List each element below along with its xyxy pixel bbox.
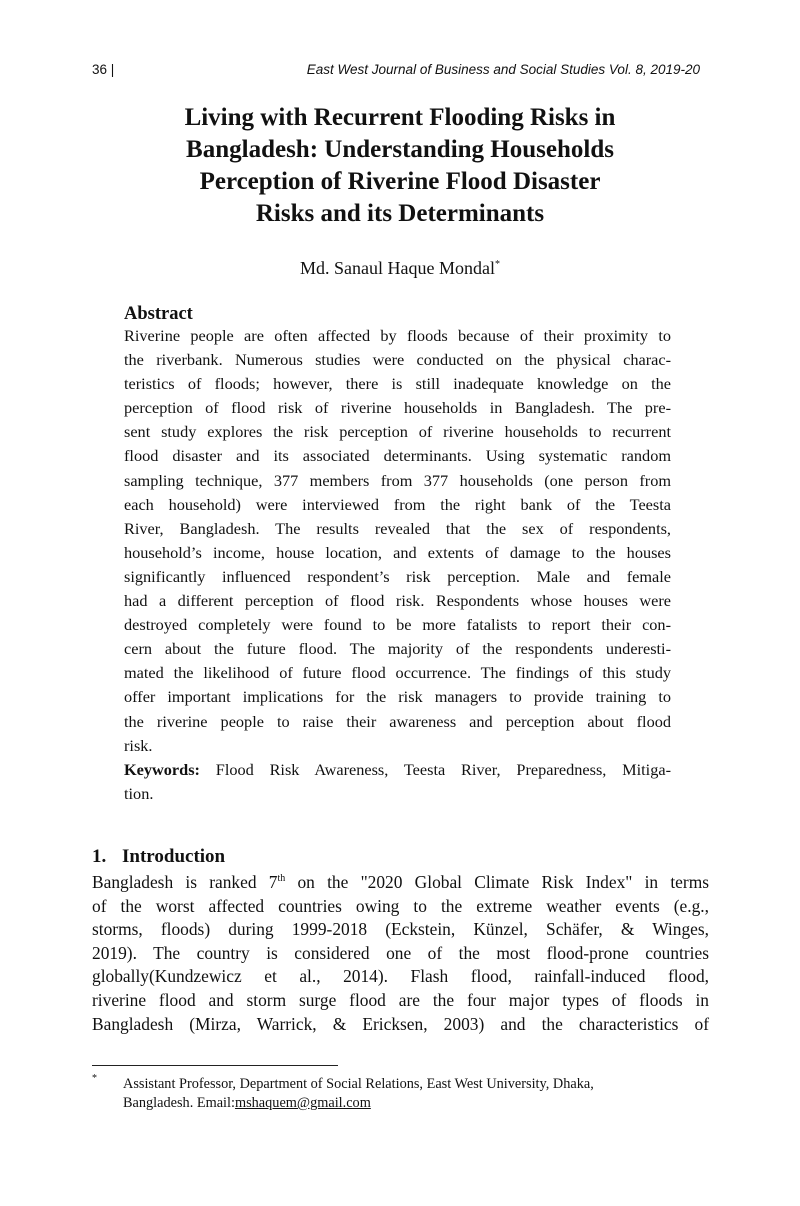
author-line bbox=[0, 258, 800, 279]
body-line: of the worst affected countries owing to the extreme weather events (e.g., bbox=[92, 895, 709, 916]
abstract-line: sampling technique, 377 members from 377 households (one person from bbox=[124, 470, 671, 490]
paper-title bbox=[120, 102, 680, 230]
abstract-line: River, Bangladesh. The results revealed that the sex of respondents, bbox=[124, 518, 671, 538]
abstract-line: sent study explores the risk perception of riverine households to recurrent bbox=[124, 422, 671, 442]
abstract-line: Riverine people are often affected by floods because of their proximity to bbox=[124, 326, 671, 345]
abstract-line: destroyed completely were found to be more fatalists to report their con- bbox=[124, 615, 671, 635]
introduction-body bbox=[92, 871, 709, 1036]
journal-citation: East West Journal of Business and Social Studies Vol. 8, 2019-20 bbox=[306, 62, 700, 77]
abstract-line: teristics of floods; however, there is still inadequate knowledge on the bbox=[124, 374, 671, 394]
running-header bbox=[92, 62, 700, 82]
section-title: Introduction bbox=[122, 846, 226, 867]
abstract-line: offer important implications for the risk managers to provide training to bbox=[124, 687, 671, 707]
abstract-line: perception of flood risk of riverine households in Bangladesh. The pre- bbox=[124, 398, 671, 418]
abstract-line: household’s income, house location, and extents of damage to the houses bbox=[124, 542, 671, 562]
abstract-line: cern about the future flood. The majority of the respondents underesti- bbox=[124, 639, 671, 659]
body-line: Bangladesh (Mirza, Warrick, & Ericksen, 2003) and the characteristics of bbox=[92, 1013, 709, 1034]
body-line: riverine flood and storm surge flood are the four major types of floods in bbox=[92, 989, 709, 1010]
body-line: globally(Kundzewicz et al., 2014). Flash flood, rainfall-induced flood, bbox=[92, 966, 709, 987]
title-line: Perception of Riverine Flood Disaster bbox=[199, 168, 601, 195]
keywords-text: Flood Risk Awareness, Teesta River, Preparedness, Mitiga- bbox=[199, 759, 671, 779]
abstract-line: the riverbank. Numerous studies were conducted on the physical charac- bbox=[124, 350, 671, 370]
footnote-line: Assistant Professor, Department of Social Relations, East West University, Dhaka, bbox=[123, 1076, 594, 1092]
section-number: 1. bbox=[92, 846, 107, 867]
title-line: Risks and its Determinants bbox=[255, 200, 545, 227]
abstract-line: each household) were interviewed from the right bank of the Teesta bbox=[124, 494, 671, 514]
title-line: Bangladesh: Understanding Households bbox=[186, 136, 614, 163]
body-line: 2019). The country is considered one of the most flood-prone countries bbox=[92, 942, 709, 963]
abstract-line: had a different perception of flood risk. Respondents whose houses were bbox=[124, 591, 671, 611]
keywords-line bbox=[124, 758, 671, 782]
keywords-label: Keywords: bbox=[124, 759, 200, 779]
abstract-line: significantly influenced respondent’s risk perception. Male and female bbox=[124, 566, 671, 586]
abstract-line: risk. bbox=[124, 735, 153, 755]
page-number: 36 | bbox=[92, 62, 115, 77]
section-heading-introduction bbox=[92, 846, 225, 868]
author-name: Md. Sanaul Haque Mondal bbox=[300, 258, 495, 278]
body-line bbox=[92, 871, 709, 895]
body-text: on the "2020 Global Climate Risk Index" in terms bbox=[285, 872, 709, 892]
abstract-line: the riverine people to raise their awareness and perception about flood bbox=[124, 711, 671, 731]
keywords-line-continued: tion. bbox=[124, 783, 154, 803]
email-link[interactable]: mshaquem@gmail.com bbox=[234, 1095, 371, 1111]
body-line: storms, floods) during 1999-2018 (Eckstein, Künzel, Schäfer, & Winges, bbox=[92, 919, 709, 940]
abstract-line: mated the likelihood of future flood occurrence. The findings of this study bbox=[124, 663, 671, 683]
abstract-heading: Abstract bbox=[124, 304, 193, 324]
author-footnote-mark: * bbox=[494, 259, 500, 270]
footnote-line bbox=[123, 1094, 712, 1113]
title-line: Living with Recurrent Flooding Risks in bbox=[184, 104, 616, 131]
footnote-mark: * bbox=[92, 1073, 97, 1084]
ordinal-superscript: th bbox=[277, 873, 286, 885]
abstract-line: flood disaster and its associated determinants. Using systematic random bbox=[124, 446, 671, 466]
body-text: Bangladesh is ranked 7 bbox=[92, 872, 278, 892]
footnote-email-label: Bangladesh. Email: bbox=[123, 1095, 235, 1111]
footnote-text bbox=[123, 1075, 712, 1113]
footnote-divider bbox=[92, 1065, 338, 1066]
abstract-body bbox=[124, 324, 671, 806]
